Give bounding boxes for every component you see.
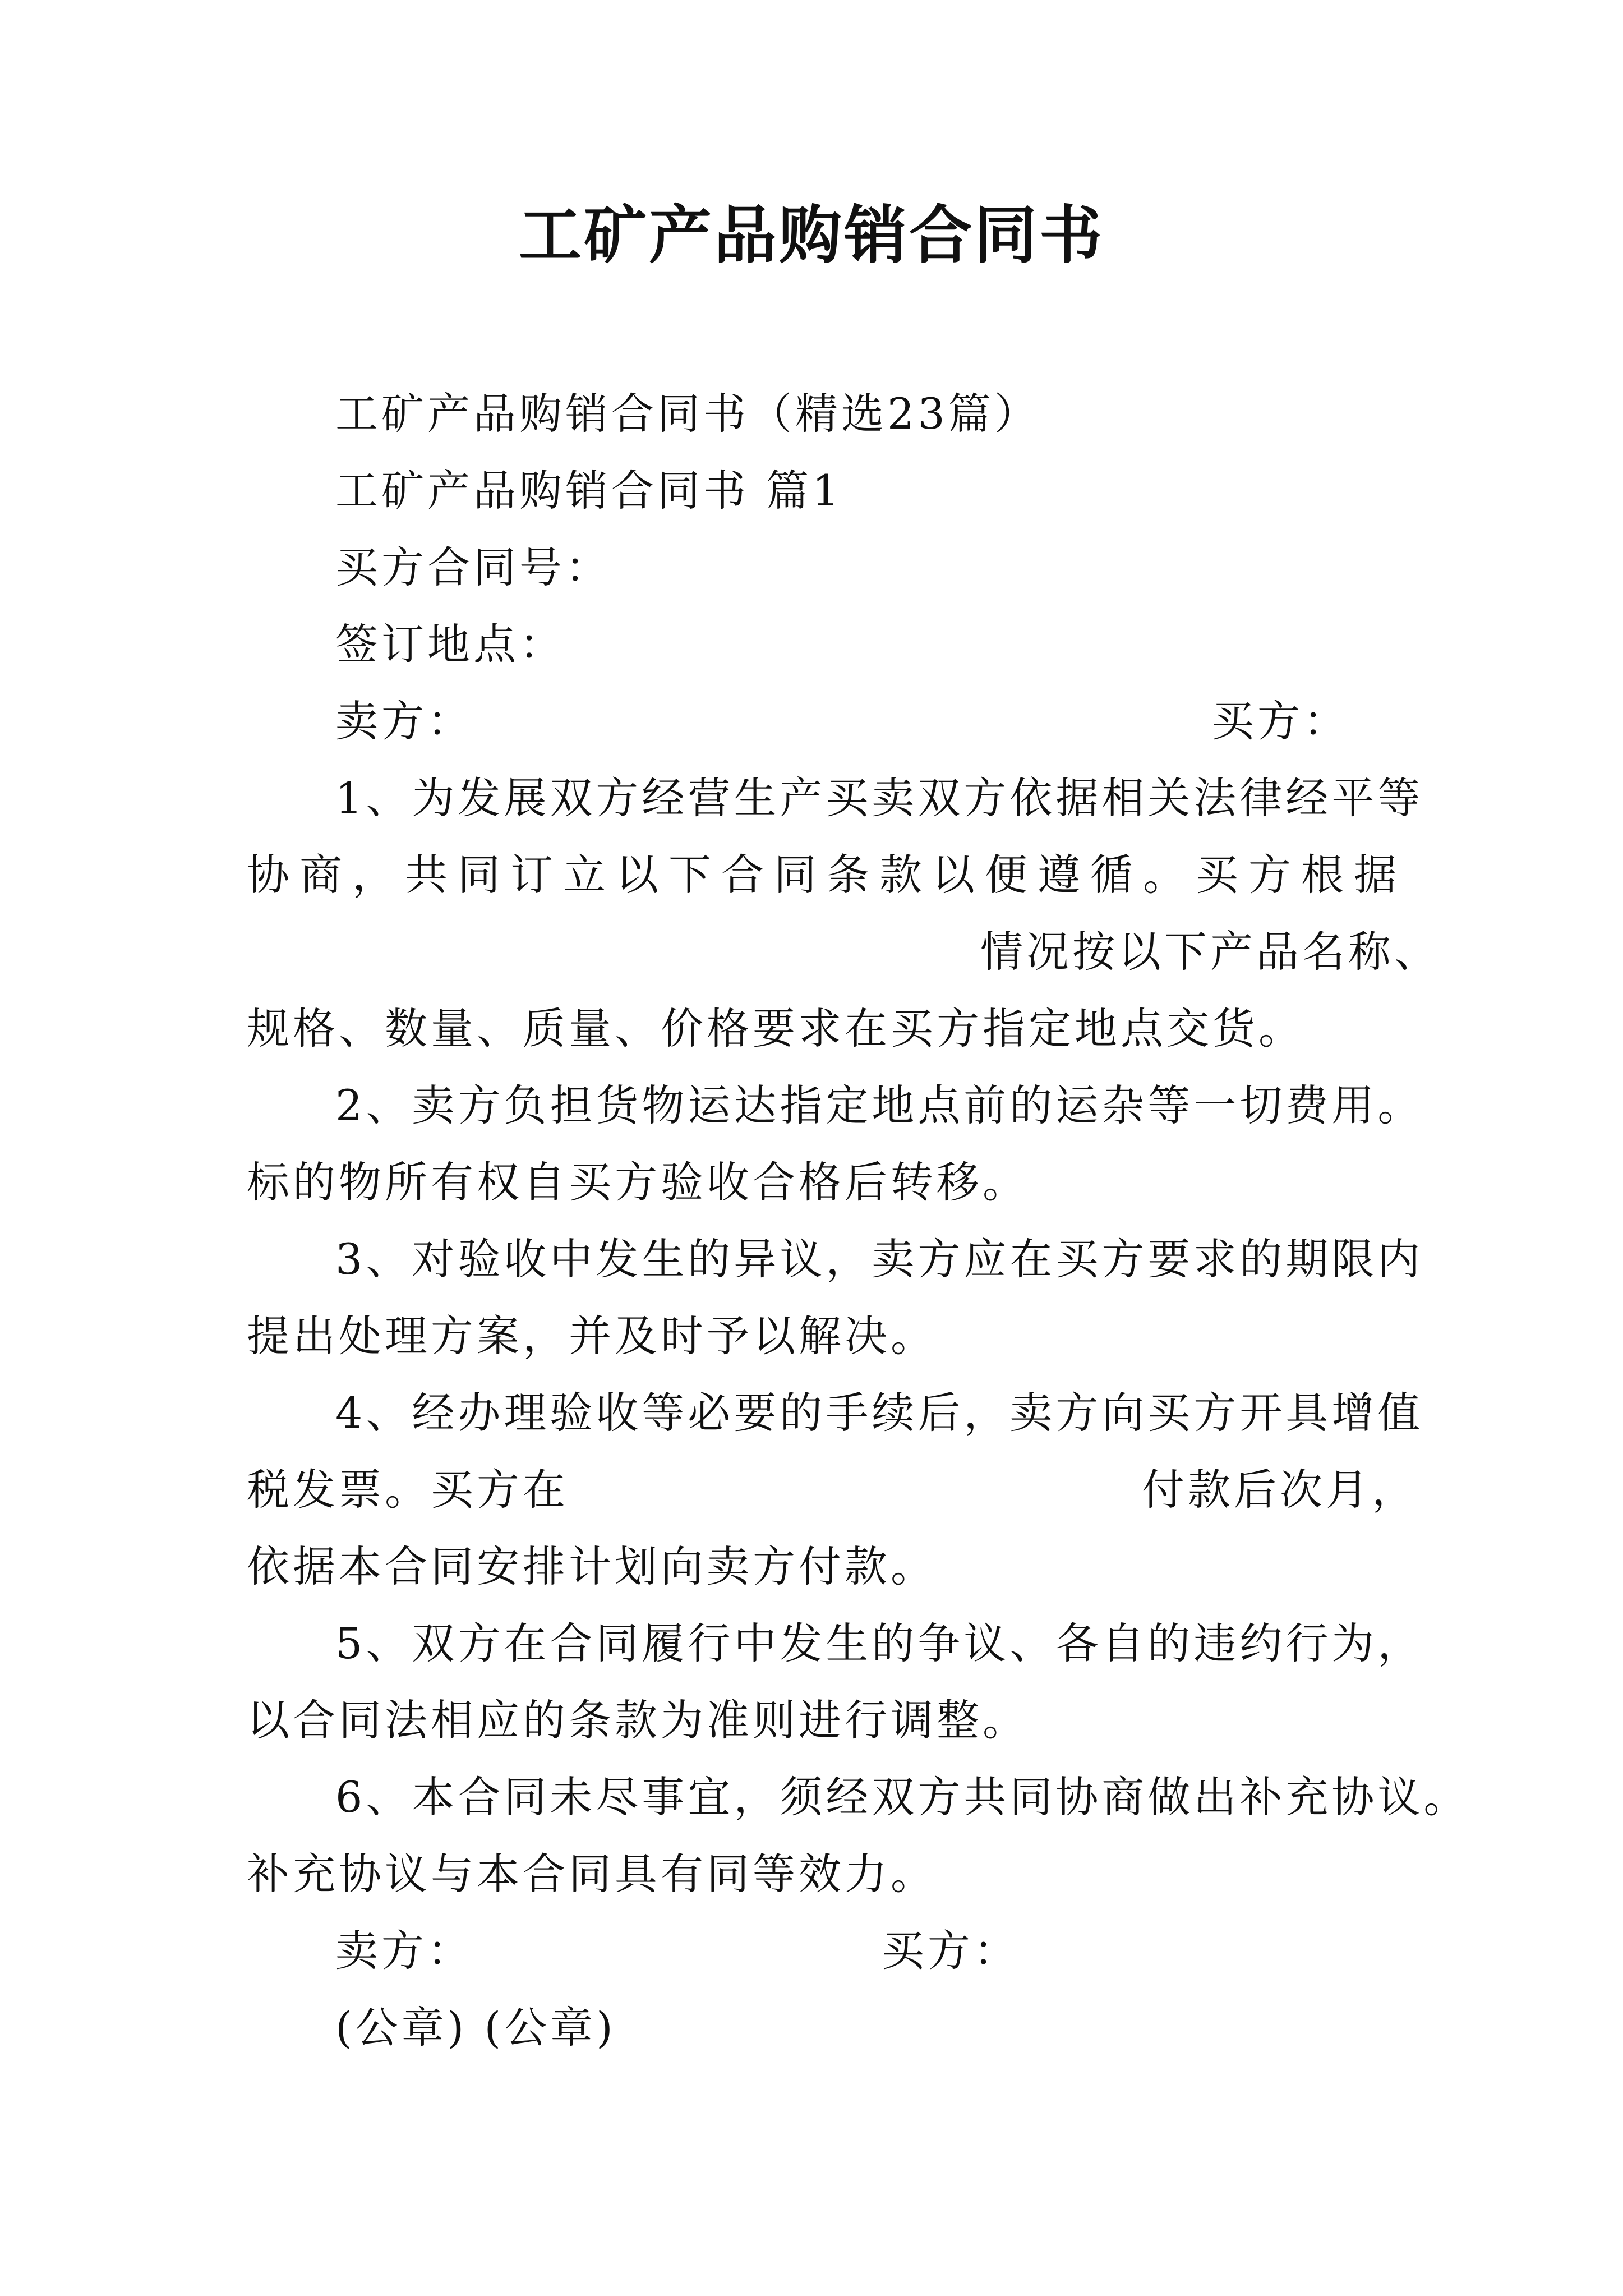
clause-4-line-3: 依据本合同安排计划向卖方付款。 <box>247 1542 937 1591</box>
clause-1-line-3: 情况按以下产品名称、 <box>980 927 1440 977</box>
document-title: 工矿产品购销合同书 <box>519 199 1104 272</box>
clause-5-line-1: 5、双方在合同履行中发生的争议、各自的违约行为， <box>335 1618 1424 1668</box>
header-buyer-label: 买方： <box>1211 696 1349 746</box>
clause-4-line-1: 4、经办理验收等必要的手续后，卖方向买方开具增值 <box>335 1388 1424 1438</box>
footer-seller-label: 卖方： <box>335 1926 473 1976</box>
footer-buyer-label: 买方： <box>882 1926 1020 1976</box>
clause-4-line-2b: 付款后次月， <box>1142 1465 1418 1515</box>
clause-6-line-2: 补充协议与本合同具有同等效力。 <box>247 1849 937 1899</box>
clause-3-line-2: 提出处理方案，并及时予以解决。 <box>247 1311 937 1361</box>
clause-1-line-2: 协商，共同订立以下合同条款以便遵循。买方根据 <box>247 850 1407 900</box>
clause-3-line-1: 3、对验收中发生的异议，卖方应在买方要求的期限内 <box>335 1234 1424 1284</box>
clause-1-line-4: 规格、数量、质量、价格要求在买方指定地点交货。 <box>247 1004 1304 1053</box>
seals-line: (公章) (公章) <box>335 2003 616 2053</box>
clause-2-line-2: 标的物所有权自买方验收合格后转移。 <box>247 1157 1029 1207</box>
clause-6-line-1: 6、本合同未尽事宜，须经双方共同协商做出补充协议。 <box>335 1772 1470 1822</box>
section-heading: 工矿产品购销合同书 篇1 <box>335 466 843 516</box>
buyer-contract-no-label: 买方合同号： <box>335 542 611 592</box>
clause-1-line-1: 1、为发展双方经营生产买卖双方依据相关法律经平等 <box>335 773 1424 823</box>
clause-5-line-2: 以合同法相应的条款为准则进行调整。 <box>247 1695 1029 1745</box>
signing-place-label: 签订地点： <box>335 619 565 669</box>
clause-2-line-1: 2、卖方负担货物运达指定地点前的运杂等一切费用。 <box>335 1080 1424 1130</box>
document-subtitle: 工矿产品购销合同书（精选23篇） <box>335 389 1040 439</box>
header-seller-label: 卖方： <box>335 696 473 746</box>
clause-4-line-2a: 税发票。买方在 <box>247 1465 569 1515</box>
